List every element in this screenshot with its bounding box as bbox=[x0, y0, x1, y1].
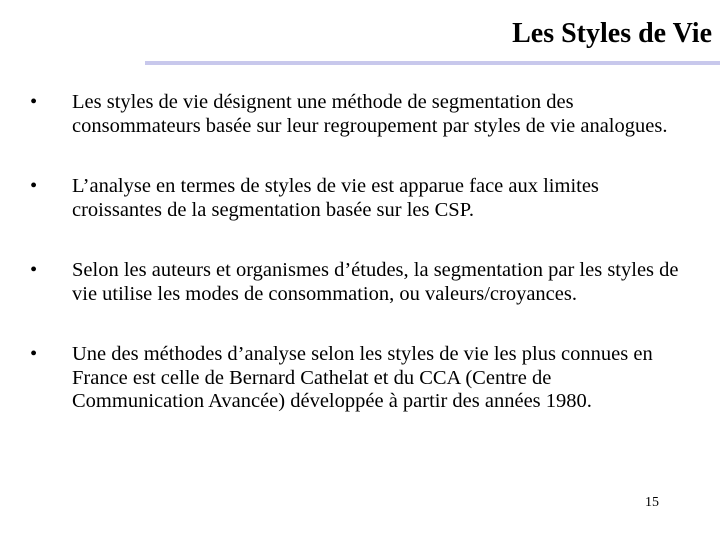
bullet-text: Une des méthodes d’analyse selon les styles de vie les plus connues en France est celle de Bernard Cathelat et du CCA (Centre de Communication Avancée) développée à partir des années 1980. bbox=[72, 343, 653, 412]
bullet-marker-icon: • bbox=[30, 259, 38, 281]
bullet-text: L’analyse en termes de styles de vie est apparue face aux limites croissantes de la segmentation basée sur les CSP. bbox=[72, 175, 599, 221]
bullet-marker-icon: • bbox=[30, 175, 38, 197]
bullet-item bbox=[30, 343, 680, 414]
bullet-list bbox=[30, 91, 680, 451]
bullet-item bbox=[30, 259, 680, 306]
bullet-item bbox=[30, 175, 680, 222]
bullet-text: Les styles de vie désignent une méthode de segmentation des consommateurs basée sur leur regroupement par styles de vie analogues. bbox=[72, 91, 668, 137]
title-underline bbox=[145, 61, 720, 65]
bullet-marker-icon: • bbox=[30, 343, 38, 365]
slide-title: Les Styles de Vie bbox=[512, 18, 712, 49]
bullet-item bbox=[30, 91, 680, 138]
bullet-text: Selon les auteurs et organismes d’études, la segmentation par les styles de vie utilise les modes de consommation, ou valeurs/croyances. bbox=[72, 259, 679, 305]
bullet-marker-icon: • bbox=[30, 91, 38, 113]
page-number: 15 bbox=[645, 495, 659, 510]
